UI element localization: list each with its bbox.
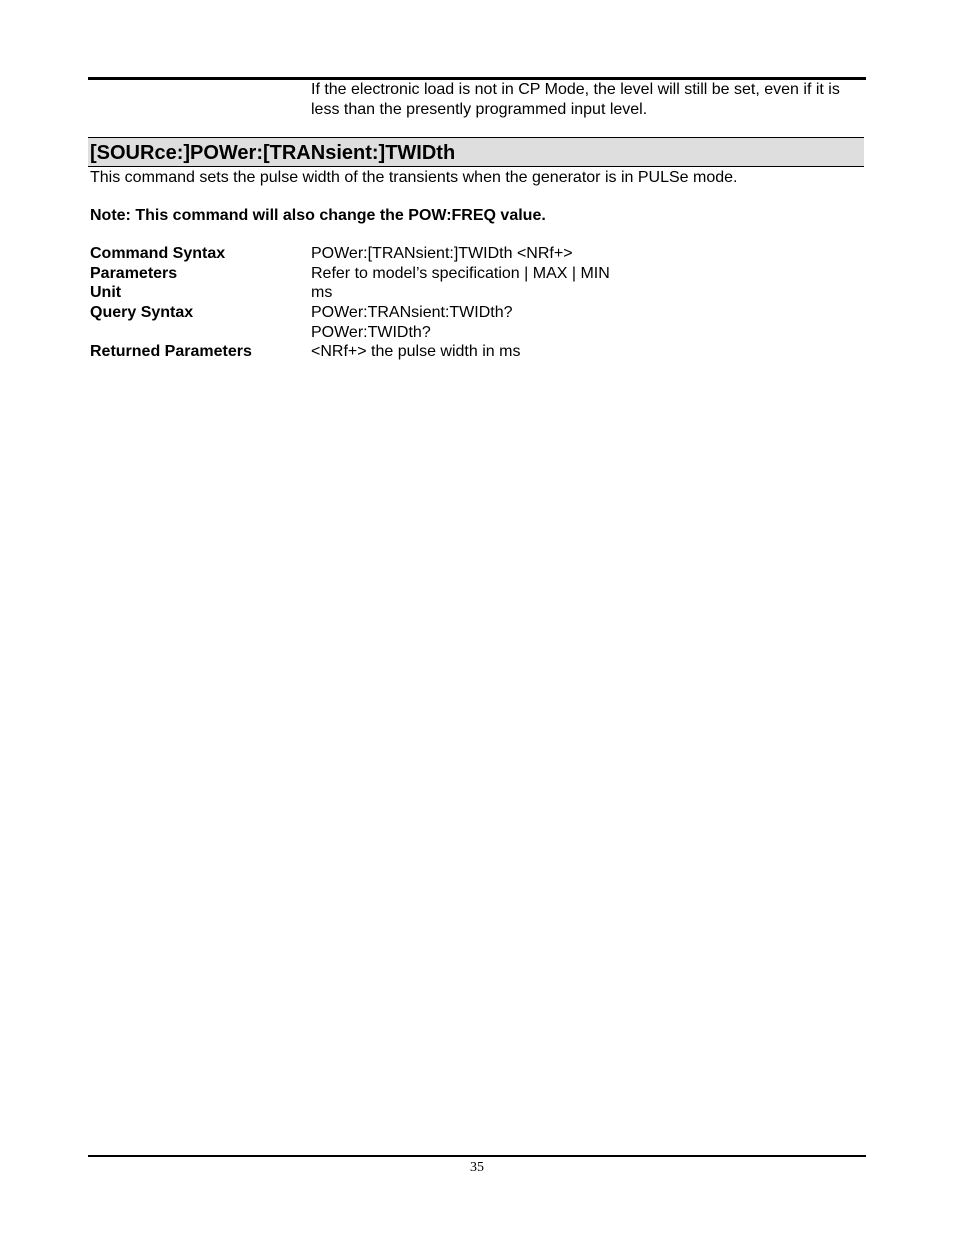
section-note: Note: This command will also change the POW:FREQ value.: [90, 207, 546, 224]
footer-rule: [88, 1155, 866, 1157]
command-syntax-value: POWer:[TRANsient:]TWIDth <NRf+>: [311, 245, 573, 262]
parameters-label: Parameters: [90, 265, 178, 282]
section-description: This command sets the pulse width of the transients when the generator is in PULSe mode.: [90, 169, 738, 186]
continuation-paragraph: If the electronic load is not in CP Mode, the level will still be set, even if it is less than the presently programmed input level.: [311, 81, 840, 118]
parameters-value: Refer to model’s specification | MAX | MIN: [311, 265, 610, 282]
returned-parameters-value: <NRf+> the pulse width in ms: [311, 343, 521, 360]
section-heading: [SOURce:]POWer:[TRANsient:]TWIDth: [90, 142, 456, 164]
unit-value: ms: [311, 284, 333, 301]
command-syntax-label: Command Syntax: [90, 245, 226, 262]
query-syntax-label: Query Syntax: [90, 304, 194, 321]
section-heading-bar: [88, 137, 864, 167]
page-number: 35: [470, 1160, 484, 1175]
returned-parameters-label: Returned Parameters: [90, 343, 252, 360]
query-syntax-value-2: POWer:TWIDth?: [311, 324, 431, 341]
query-syntax-value-1: POWer:TRANsient:TWIDth?: [311, 304, 513, 321]
unit-label: Unit: [90, 284, 122, 301]
